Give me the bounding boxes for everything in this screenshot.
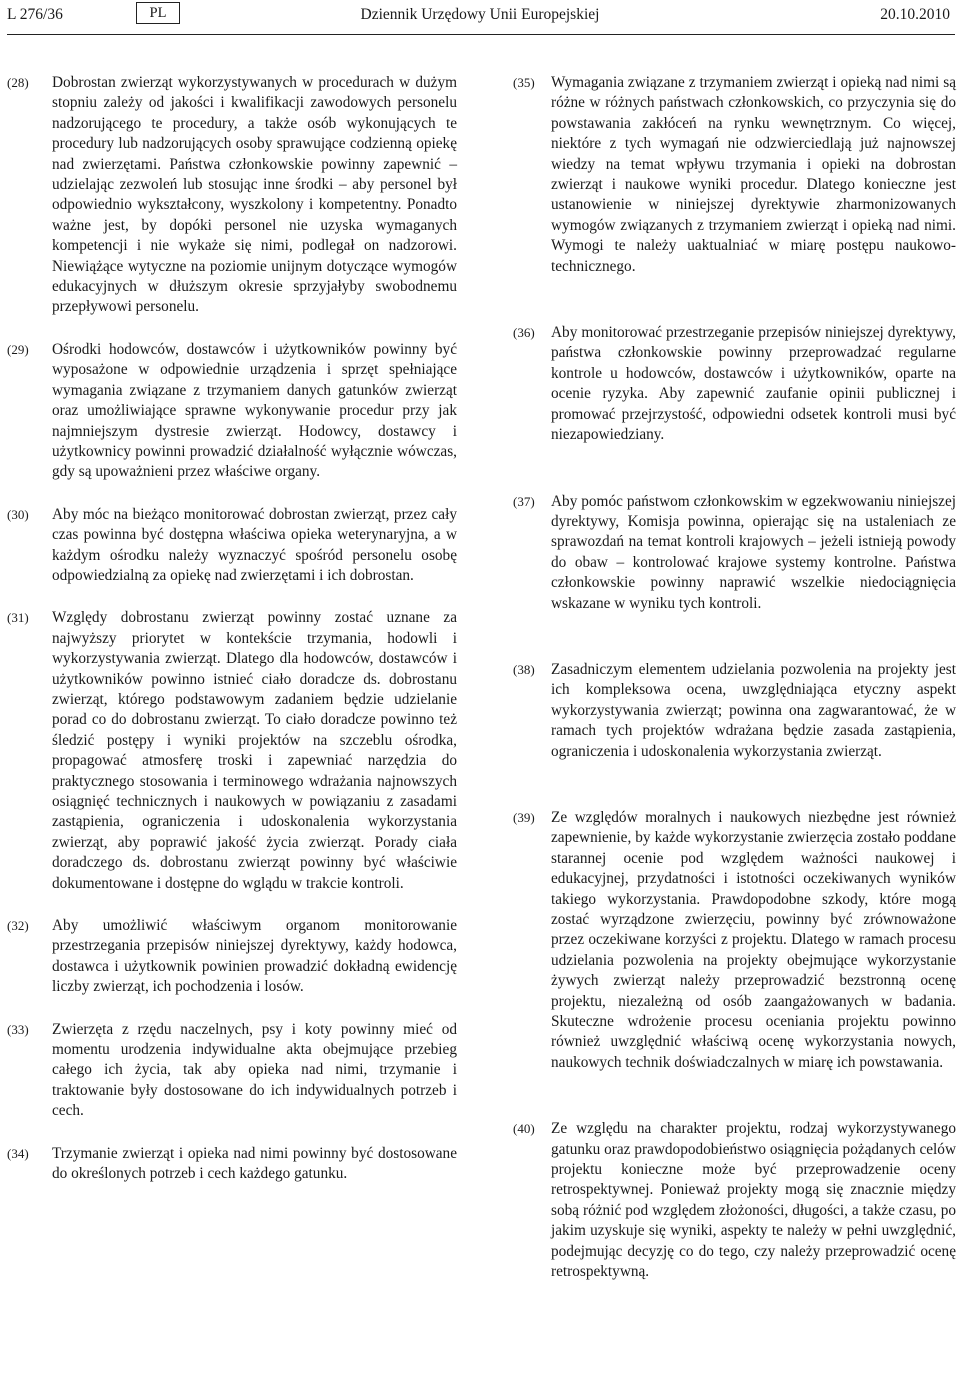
recital-number: (28)	[7, 75, 29, 90]
recital-text: Ze względów moralnych i naukowych niezbędne jest również zapewnienie, by każde wykorzystanie zwierzęcia zostało poddane starannej ocenie pod względem ważności naukowej i edukacyjnej, przydatności i istotności oczekiwanych wyników takiego wykorzystania. Prawdopodobne szkody, które mogą zostać wyrządzone zwierzęciu, powinny być zrównoważone przez oczekiwane korzyści z projektu. Dlatego w ramach procesu udzielania pozwolenia na projekty obejmujące wykorzystanie żywych zwierząt należy przeprowadzić bezstronną ocenę projektu, niezależną od osób zaangażowanych w badania. Skuteczne wdrożenie procesu oceniania projektu powinno również uwzględnić właściwą ocenę wykorzystania nowych, naukowych technik doświadczalnych w miarę ich powstawania.	[551, 808, 956, 1071]
recital-text: Względy dobrostanu zwierząt powinny zostać uznane za najwyższy priorytet w kontekście trzymania, hodowli i wykorzystywania zwierząt. Dlatego dla hodowców, dostawców i użytkowników powinno istnieć ciało doradcze ds. dobrostanu zwierząt, którego podstawowym zadaniem będzie udzielanie porad co do dobrostanu zwierząt. To ciało doradcze powinno też śledzić postępy i wyniki projektów na szczeblu ośrodka, propagować atmosferę troski i zapewniać narzędzia do praktycznego stosowania i terminowego wdrażania najnowszych osiągnięć technicznych i naukowych w powiązaniu z zasadami zastąpienia, ograniczenia i udoskonalenia wykorzystania zwierząt, aby poprawić jakość życia zwierząt. Porady ciała doradczego ds. dobrostanu zwierząt powinny być właściwie dokumentowane i dostępne do wglądu w trakcie kontroli.	[52, 609, 457, 892]
journal-title: Dziennik Urzędowy Unii Europejskiej	[360, 6, 600, 23]
recital-text: Aby umożliwić właściwym organom monitorowanie przestrzegania przepisów niniejszej dyrektywy, każdy hodowca, dostawca i użytkownik powinien prowadzić dokładną ewidencję liczby zwierząt, ich pochodzenia i losów.	[52, 917, 457, 996]
recital-text: Ze względu na charakter projektu, rodzaj wykorzystywanego gatunku oraz prawdopodobieństwo osiągnięcia pożądanych celów projektu konieczne może być przeprowadzenie oceny retrospektywnej. Ponieważ projekty mogą się znacznie między sobą różnić pod względem złożoności, długości, a także czasu, po jakim uzyskuje się wyniki, aspekty te należy w pełni uwzględnić, podejmując decyzję co do tego, czy należy przeprowadzić ocenę retrospektywną.	[551, 1120, 956, 1281]
recital-number: (37)	[513, 493, 535, 509]
recital-35	[513, 73, 956, 277]
recital-number: (30)	[7, 506, 29, 522]
recital-39	[513, 808, 956, 1073]
recital-40	[513, 1119, 956, 1282]
recital-37	[513, 492, 956, 614]
recital-text: Aby pomóc państwom członkowskim w egzekwowaniu niniejszej dyrektywy, Komisja powinna, opierając się na ustaleniach ze sprawozdań na temat kontroli krajowych – jeżeli istnieją powody do obaw – kontrolować krajowe systemy kontrolne. Państwa członkowskie powinny naprawić wszelkie niedociągnięcia wskazane w wyniku tych kontroli.	[551, 492, 956, 612]
publication-date: 20.10.2010	[880, 6, 950, 23]
right-column	[513, 73, 956, 1283]
recital-text: Aby monitorować przestrzeganie przepisów niniejszej dyrektywy, państwa członkowskie powinny przeprowadzać regularne kontrole u hodowców, dostawców i użytkowników, oparte na ocenie ryzyka. Aby zapewnić zaufanie opinii publicznej i promować przejrzystość, odpowiedni odsetek kontroli musi być niezapowiedziany.	[551, 324, 956, 444]
recital-number: (39)	[513, 809, 535, 825]
recital-number: (38)	[513, 661, 535, 677]
page-reference: L 276/36	[7, 6, 63, 23]
header-divider	[7, 34, 955, 35]
recital-number: (31)	[7, 610, 29, 626]
recital-text: Ośrodki hodowców, dostawców i użytkowników powinny być wyposażone w odpowiednie urządzenia i sprzęt spełniające wymagania związane z trzymaniem danych gatunków zwierząt oraz umożliwiające sprawne wykonywanie procedur przy jak najmniejszym dystresie zwierząt. Hodowcy, dostawcy i użytkownicy powinni prowadzić działalność wyłącznie wówczas, gdy są upoważnieni przez właściwe organy.	[52, 340, 457, 481]
left-column	[7, 73, 457, 1185]
recital-36	[513, 323, 956, 445]
recital-text: Aby móc na bieżąco monitorować dobrostan zwierząt, przez cały czas powinna być dostępna właściwa opieka weterynaryjna, a w każdym ośrodku należy wyznaczyć spośród personelu osobę odpowiedzialną za opiekę nad zwierzętami i ich dobrostan.	[52, 505, 457, 584]
recital-text: Zwierzęta z rzędu naczelnych, psy i koty powinny mieć od momentu urodzenia indywidualne akta obejmujące przebieg całego ich życia, tak aby opieka nad nimi, trzymanie i traktowanie były dostosowane do ich indywidualnych potrzeb i cech.	[52, 1020, 457, 1120]
recital-32	[7, 916, 457, 998]
recital-text: Zasadniczym elementem udzielania pozwolenia na projekty jest ich kompleksowa ocena, uwzględniająca etyczny aspekt wykorzystywania zwierząt; powinna ona zagwarantować, że w ramach tych projektów wdrażana będzie zasada zastąpienia, ograniczenia i udoskonalenia wykorzystania zwierząt.	[551, 660, 956, 760]
recital-number: (32)	[7, 918, 29, 934]
recital-number: (29)	[7, 341, 29, 357]
recital-text: Trzymanie zwierząt i opieka nad nimi powinny być dostosowane do określonych potrzeb i cech każdego gatunku.	[52, 1144, 457, 1183]
recital-text: Dobrostan zwierząt wykorzystywanych w procedurach w dużym stopniu zależy od jakości i kwalifikacji zawodowych personelu nadzorującego te procedury, a także osób wykonujących te procedury lub nadzorujących osoby sprawujące codzienną opiekę nad zwierzętami. Państwa członkowskie powinny zapewnić – udzielając zezwoleń lub stosując inne środki – aby personel był odpowiednio wykształcony, wyszkolony i kompetentny. Ponadto ważne jest, by dopóki personel nie uzyska wymaganych kompetencji i nie wykaże się nimi, podlegał on nadzorowi. Niewiążące wytyczne na poziomie unijnym dotyczące wymogów edukacyjnych w dłuższym okresie sprzyjałyby swobodnemu przepływowi personelu.	[52, 74, 457, 316]
recital-number: (35)	[513, 75, 535, 90]
recital-30	[7, 505, 457, 587]
recital-38	[513, 660, 956, 762]
recital-34	[7, 1144, 457, 1185]
recital-number: (34)	[7, 1145, 29, 1161]
recital-33	[7, 1020, 457, 1122]
recital-29	[7, 340, 457, 483]
recital-28	[7, 73, 457, 318]
page-header	[0, 0, 960, 32]
recital-number: (36)	[513, 325, 535, 341]
recital-31	[7, 608, 457, 894]
language-code-box: PL	[136, 2, 180, 24]
recital-number: (40)	[513, 1121, 535, 1137]
recital-text: Wymagania związane z trzymaniem zwierząt i opieką nad nimi są różne w różnych państwach członkowskich, co przyczynia się do powstawania zakłóceń na rynku wewnętrznym. Co więcej, niektóre z tych wymagań nie odzwierciedlają już najnowszej wiedzy na temat wpływu trzymania i opieki na dobrostan zwierząt i naukowe wyniki procedur. Dlatego konieczne jest ustanowienie w niniejszej dyrektywie zharmonizowanych wymogów związanych z trzymaniem zwierząt i opieką nad nimi. Wymogi te należy uaktualniać w miarę postępu naukowo-technicznego.	[551, 74, 956, 275]
recital-number: (33)	[7, 1021, 29, 1037]
